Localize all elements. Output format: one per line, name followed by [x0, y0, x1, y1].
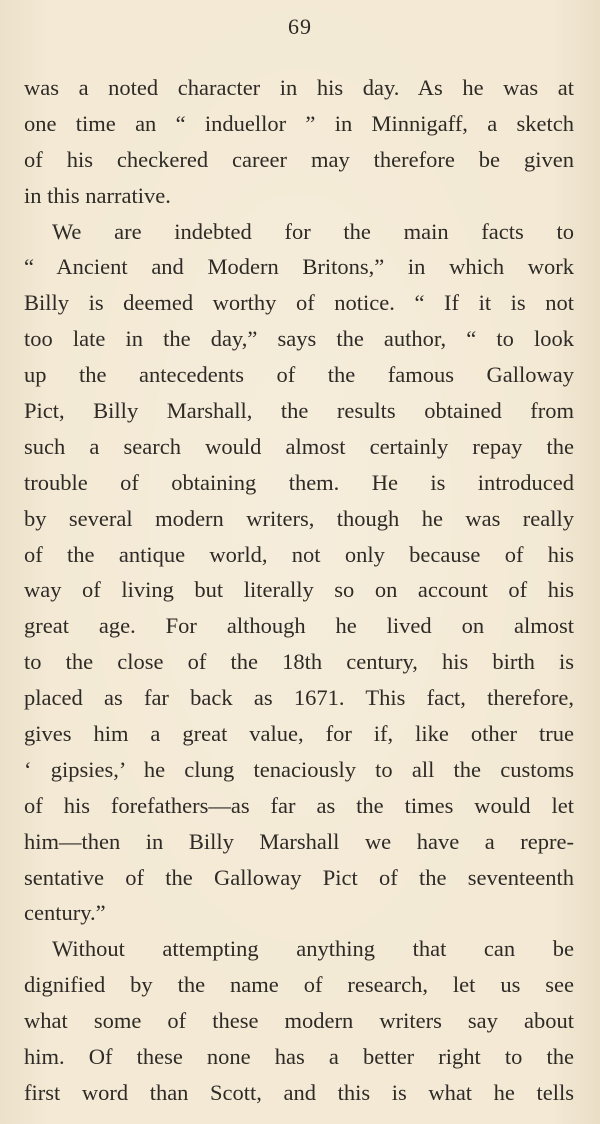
text-line: great age. For although he lived on almost	[24, 613, 574, 639]
text-line: of his forefathers—as far as the times would let	[24, 792, 574, 818]
text-line: in this narrative.	[24, 182, 171, 208]
text-line: first word than Scott, and this is what he tells	[24, 1079, 574, 1105]
text-line: of the antique world, not only because of his	[24, 541, 574, 567]
text-line: ‘ gipsies,’ he clung tenaciously to all the customs	[24, 756, 574, 782]
text-line: of his checkered career may therefore be given	[24, 146, 574, 172]
text-line: trouble of obtaining them. He is introduced	[24, 469, 574, 495]
text-line: to the close of the 18th century, his birth is	[24, 649, 574, 675]
text-line: Billy is deemed worthy of notice. “ If it is not	[24, 290, 574, 316]
text-line: placed as far back as 1671. This fact, therefore,	[24, 685, 574, 711]
text-line: sentative of the Galloway Pict of the seventeenth	[24, 864, 574, 890]
text-line: by several modern writers, though he was really	[24, 505, 574, 531]
body-text	[24, 70, 574, 1111]
page-number: 69	[288, 14, 312, 39]
text-line: gives him a great value, for if, like other true	[24, 721, 574, 747]
text-line: him—then in Billy Marshall we have a repre-	[24, 828, 574, 854]
text-line: him. Of these none has a better right to the	[24, 1044, 574, 1070]
text-line: too late in the day,” says the author, “ to look	[24, 326, 574, 352]
text-line: one time an “ induellor ” in Minnigaff, a sketch	[24, 110, 574, 136]
text-line: We are indebted for the main facts to	[52, 218, 574, 244]
text-line: century.”	[24, 900, 106, 926]
text-line: Without attempting anything that can be	[52, 936, 574, 962]
text-line: way of living but literally so on account of his	[24, 577, 574, 603]
text-line: such a search would almost certainly repay the	[24, 433, 574, 459]
text-line: up the antecedents of the famous Galloway	[24, 362, 574, 388]
text-line: what some of these modern writers say about	[24, 1008, 574, 1034]
text-line: Pict, Billy Marshall, the results obtained from	[24, 398, 574, 424]
text-line: “ Ancient and Modern Britons,” in which work	[24, 254, 574, 280]
text-line: dignified by the name of research, let us see	[24, 972, 574, 998]
text-line: was a noted character in his day. As he was at	[24, 75, 574, 100]
